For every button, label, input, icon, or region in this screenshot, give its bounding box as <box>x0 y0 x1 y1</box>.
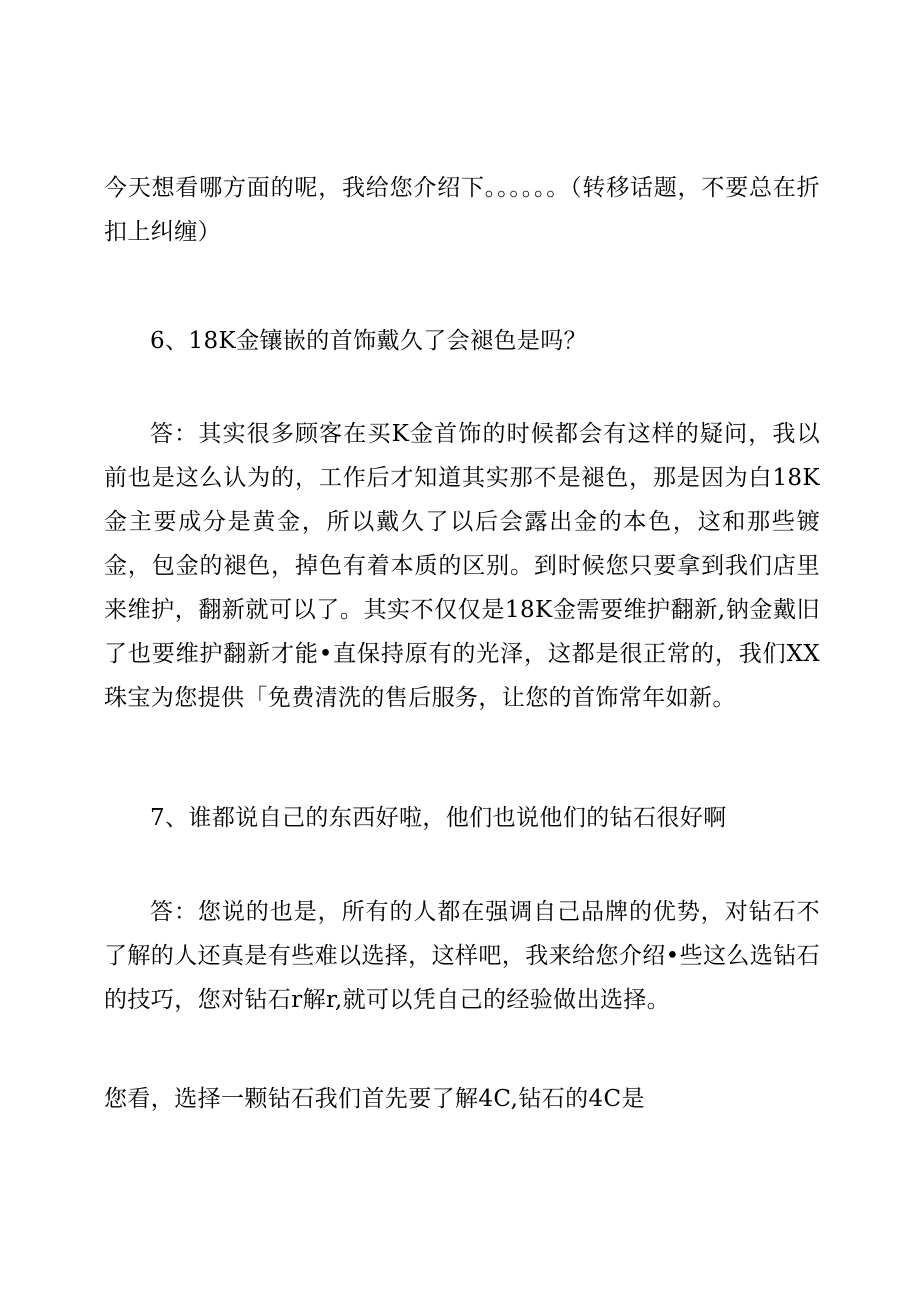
answer-6-paragraph: 答：其实很多顾客在买K金首饰的时候都会有这样的疑问，我以前也是这么认为的，工作后才知道其实那不是褪色，那是因为白18K金主要成分是黄金，所以戴久了以后会露出金的本色，这和那些镀金，包金的褪色，掉色有着本质的区别。到时候您只要拿到我们店里来维护，翻新就可以了。其实不仅仅是18K金需要维护翻新,钠金戴旧了也要维护翻新才能•直保持原有的光泽，这都是很正常的，我们XX珠宝为您提供「免费清洗的售后服务，让您的首饰常年如新。 <box>104 421 820 711</box>
question-7-heading: 7、谁都说自己的东西好啦，他们也说他们的钻石很好啊 <box>150 805 727 831</box>
question-6-heading: 6、18K金镶嵌的首饰戴久了会褪色是吗？ <box>150 328 588 354</box>
paragraph-intro-topic-shift: 今天想看哪方面的呢，我给您介绍下。。。。。。（转移话题，不要总在折扣上纠缠） <box>104 175 820 245</box>
answer-7-paragraph: 答：您说的也是，所有的人都在强调自己品牌的优势，对钻石不了解的人还真是有些难以选择，这样吧，我来给您介绍•些这么选钻石的技巧，您对钻石r解r,就可以凭自己的经验做出选择。 <box>104 899 820 1013</box>
paragraph-4c-intro: 您看，选择一颗钻石我们首先要了解4C,钻石的4C是 <box>104 1086 645 1112</box>
